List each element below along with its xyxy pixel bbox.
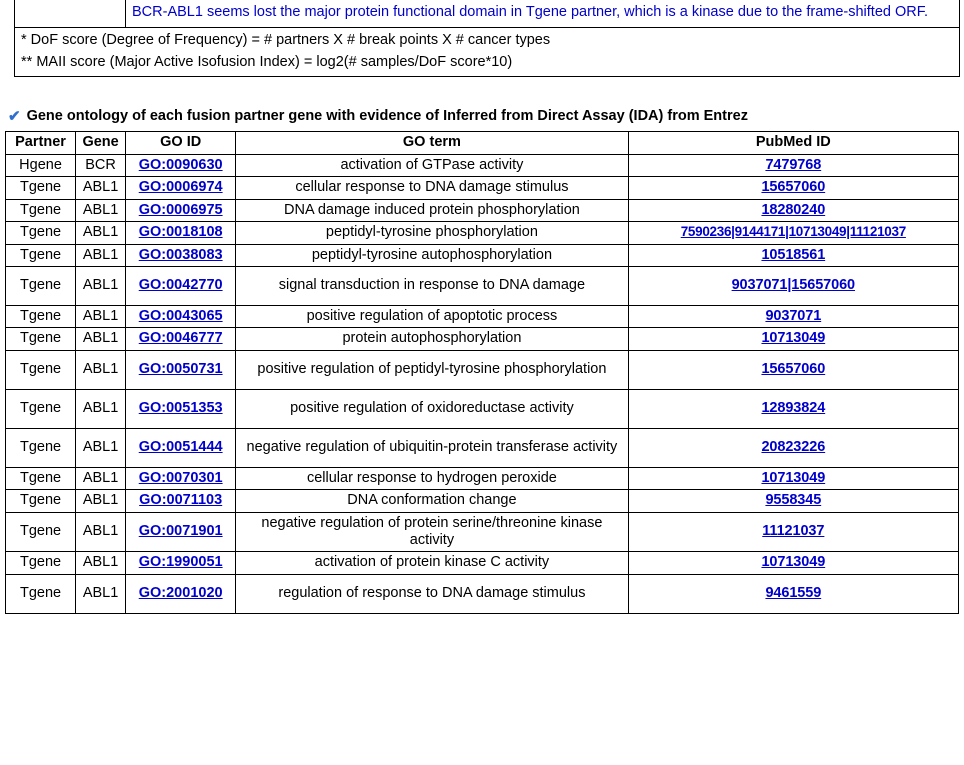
cell-go-term: signal transduction in response to DNA damage bbox=[236, 266, 628, 305]
cell-go-id bbox=[126, 552, 236, 574]
pubmed-id-link[interactable]: 20823226 bbox=[761, 439, 826, 456]
cell-partner: Tgene bbox=[6, 350, 76, 389]
cell-partner: Hgene bbox=[6, 155, 76, 177]
go-id-link[interactable]: GO:0090630 bbox=[138, 157, 223, 173]
cell-pubmed-id bbox=[628, 199, 958, 221]
pubmed-id-link[interactable]: 9461559 bbox=[765, 584, 822, 601]
table-row bbox=[6, 244, 959, 266]
cell-go-id bbox=[126, 467, 236, 489]
top-note-box bbox=[14, 0, 960, 77]
cell-pubmed-id bbox=[628, 177, 958, 199]
table-row bbox=[6, 199, 959, 221]
cell-partner: Tgene bbox=[6, 512, 76, 552]
gene-ontology-table bbox=[5, 131, 959, 614]
cell-pubmed-id bbox=[628, 244, 958, 266]
table-row bbox=[6, 266, 959, 305]
go-id-link[interactable]: GO:0043065 bbox=[138, 307, 223, 324]
cell-partner: Tgene bbox=[6, 490, 76, 512]
cell-pubmed-id bbox=[628, 467, 958, 489]
cell-pubmed-id bbox=[628, 428, 958, 467]
table-row bbox=[6, 512, 959, 552]
cell-go-id bbox=[126, 350, 236, 389]
cell-gene: ABL1 bbox=[76, 328, 126, 350]
section-heading-text: Gene ontology of each fusion partner gene with evidence of Inferred from Direct Assay (IDA) from Entrez bbox=[26, 108, 748, 124]
cell-pubmed-id bbox=[628, 490, 958, 512]
note-highlight-row bbox=[15, 0, 959, 27]
cell-pubmed-id bbox=[628, 222, 958, 244]
cell-partner: Tgene bbox=[6, 244, 76, 266]
check-icon: ✔ bbox=[8, 107, 21, 125]
pubmed-id-link[interactable]: 10713049 bbox=[761, 330, 826, 347]
cell-partner: Tgene bbox=[6, 328, 76, 350]
cell-go-id bbox=[126, 490, 236, 512]
cell-go-id bbox=[126, 222, 236, 244]
footnote-dof-score: * DoF score (Degree of Frequency) = # partners X # break points X # cancer types bbox=[15, 27, 959, 52]
cell-go-id bbox=[126, 328, 236, 350]
go-id-link[interactable]: GO:1990051 bbox=[138, 554, 223, 571]
cell-go-id bbox=[126, 177, 236, 199]
cell-gene: ABL1 bbox=[76, 177, 126, 199]
cell-gene: ABL1 bbox=[76, 490, 126, 512]
cell-gene: ABL1 bbox=[76, 350, 126, 389]
cell-partner: Tgene bbox=[6, 552, 76, 574]
cell-partner: Tgene bbox=[6, 266, 76, 305]
go-id-link[interactable]: GO:0051444 bbox=[138, 439, 223, 456]
cell-gene: ABL1 bbox=[76, 222, 126, 244]
cell-gene: ABL1 bbox=[76, 512, 126, 552]
cell-go-term: positive regulation of apoptotic process bbox=[236, 305, 628, 327]
cell-gene: BCR bbox=[76, 155, 126, 177]
column-header-go-id: GO ID bbox=[126, 132, 236, 155]
cell-gene: ABL1 bbox=[76, 199, 126, 221]
go-id-link[interactable]: GO:0006975 bbox=[138, 201, 223, 218]
cell-gene: ABL1 bbox=[76, 244, 126, 266]
cell-go-id bbox=[126, 305, 236, 327]
table-row bbox=[6, 305, 959, 327]
cell-gene: ABL1 bbox=[76, 266, 126, 305]
pubmed-id-link[interactable]: 15657060 bbox=[761, 179, 826, 196]
table-row bbox=[6, 552, 959, 574]
cell-pubmed-id bbox=[628, 350, 958, 389]
cell-partner: Tgene bbox=[6, 177, 76, 199]
cell-go-id bbox=[126, 155, 236, 177]
cell-pubmed-id bbox=[628, 266, 958, 305]
go-id-link[interactable]: GO:0071103 bbox=[139, 492, 223, 509]
footnote-maii-score: ** MAII score (Major Active Isofusion Index) = log2(# samples/DoF score*10) bbox=[21, 54, 513, 71]
cell-go-id bbox=[126, 512, 236, 552]
pubmed-id-link[interactable]: 12893824 bbox=[761, 400, 826, 417]
cell-go-term: DNA damage induced protein phosphorylation bbox=[236, 199, 628, 221]
go-id-link[interactable]: GO:0070301 bbox=[138, 469, 223, 486]
cell-gene: ABL1 bbox=[76, 389, 126, 428]
cell-partner: Tgene bbox=[6, 305, 76, 327]
cell-gene: ABL1 bbox=[76, 428, 126, 467]
cell-partner: Tgene bbox=[6, 428, 76, 467]
pubmed-id-link[interactable]: 11121037 bbox=[762, 523, 825, 540]
cell-go-term: DNA conformation change bbox=[236, 490, 628, 512]
fusion-note-text: BCR-ABL1 seems lost the major protein functional domain in Tgene partner, which is a kinase due to the frame-shifted ORF. bbox=[132, 4, 929, 20]
table-row bbox=[6, 467, 959, 489]
cell-partner: Tgene bbox=[6, 467, 76, 489]
go-id-link[interactable]: GO:0071901 bbox=[138, 523, 223, 540]
cell-pubmed-id bbox=[628, 574, 958, 613]
pubmed-id-link[interactable]: 9558345 bbox=[765, 492, 822, 509]
cell-go-term: cellular response to DNA damage stimulus bbox=[236, 177, 628, 199]
cell-go-term: positive regulation of peptidyl-tyrosine phosphorylation bbox=[236, 350, 628, 389]
note-label-cell bbox=[15, 0, 126, 27]
cell-go-id bbox=[126, 428, 236, 467]
cell-go-term: regulation of response to DNA damage stimulus bbox=[236, 574, 628, 613]
column-header-gene: Gene bbox=[76, 132, 126, 155]
cell-gene: ABL1 bbox=[76, 552, 126, 574]
table-row bbox=[6, 389, 959, 428]
table-body bbox=[6, 155, 959, 614]
cell-go-id bbox=[126, 266, 236, 305]
cell-partner: Tgene bbox=[6, 389, 76, 428]
cell-pubmed-id bbox=[628, 328, 958, 350]
pubmed-id-link[interactable]: 7479768 bbox=[765, 157, 822, 173]
cell-partner: Tgene bbox=[6, 574, 76, 613]
go-id-link[interactable]: GO:0006974 bbox=[138, 179, 223, 196]
cell-go-id bbox=[126, 574, 236, 613]
column-header-go-term: GO term bbox=[236, 132, 628, 155]
cell-go-term: cellular response to hydrogen peroxide bbox=[236, 467, 628, 489]
go-id-link[interactable]: GO:0042770 bbox=[138, 277, 223, 294]
cell-go-term: activation of protein kinase C activity bbox=[236, 552, 628, 574]
cell-pubmed-id bbox=[628, 552, 958, 574]
section-heading bbox=[8, 108, 748, 124]
gene-ontology-table-wrapper bbox=[5, 131, 959, 614]
pubmed-id-link[interactable]: 7590236|9144171|10713049|11121037 bbox=[680, 224, 906, 240]
table-row bbox=[6, 222, 959, 244]
cell-go-term: peptidyl-tyrosine autophosphorylation bbox=[236, 244, 628, 266]
cell-go-id bbox=[126, 389, 236, 428]
table-row bbox=[6, 428, 959, 467]
pubmed-id-link[interactable]: 9037071|15657060 bbox=[731, 277, 856, 294]
cell-go-id bbox=[126, 244, 236, 266]
cell-pubmed-id bbox=[628, 389, 958, 428]
cell-go-id bbox=[126, 199, 236, 221]
go-id-link[interactable]: GO:0018108 bbox=[138, 224, 223, 241]
cell-partner: Tgene bbox=[6, 222, 76, 244]
cell-gene: ABL1 bbox=[76, 467, 126, 489]
go-id-link[interactable]: GO:0051353 bbox=[138, 400, 223, 417]
cell-go-term: negative regulation of ubiquitin-protein transferase activity bbox=[236, 428, 628, 467]
cell-go-term: protein autophosphorylation bbox=[236, 328, 628, 350]
cell-gene: ABL1 bbox=[76, 305, 126, 327]
cell-partner: Tgene bbox=[6, 199, 76, 221]
cell-go-term: activation of GTPase activity bbox=[236, 155, 628, 177]
pubmed-id-link[interactable]: 18280240 bbox=[761, 201, 826, 218]
table-row bbox=[6, 350, 959, 389]
pubmed-id-link[interactable]: 10713049 bbox=[761, 469, 826, 486]
cell-pubmed-id bbox=[628, 512, 958, 552]
go-id-link[interactable]: GO:2001020 bbox=[138, 584, 223, 601]
cell-go-term: negative regulation of protein serine/threonine kinase activity bbox=[236, 512, 628, 552]
cell-go-term: peptidyl-tyrosine phosphorylation bbox=[236, 222, 628, 244]
cell-pubmed-id bbox=[628, 155, 958, 177]
cell-gene: ABL1 bbox=[76, 574, 126, 613]
column-header-pubmed-id: PubMed ID bbox=[628, 132, 958, 155]
cell-go-term: positive regulation of oxidoreductase activity bbox=[236, 389, 628, 428]
table-row bbox=[6, 155, 959, 177]
pubmed-id-link[interactable]: 9037071 bbox=[765, 307, 822, 324]
table-row bbox=[6, 177, 959, 199]
table-header-row bbox=[6, 132, 959, 155]
table-row bbox=[6, 490, 959, 512]
go-id-link[interactable]: GO:0038083 bbox=[138, 246, 223, 263]
table-row bbox=[6, 574, 959, 613]
go-id-link[interactable]: GO:0050731 bbox=[138, 361, 223, 378]
pubmed-id-link[interactable]: 10713049 bbox=[761, 554, 826, 571]
go-id-link[interactable]: GO:0046777 bbox=[138, 330, 223, 347]
cell-pubmed-id bbox=[628, 305, 958, 327]
table-row bbox=[6, 328, 959, 350]
pubmed-id-link[interactable]: 10518561 bbox=[761, 246, 826, 263]
column-header-partner: Partner bbox=[6, 132, 76, 155]
pubmed-id-link[interactable]: 15657060 bbox=[761, 361, 826, 378]
